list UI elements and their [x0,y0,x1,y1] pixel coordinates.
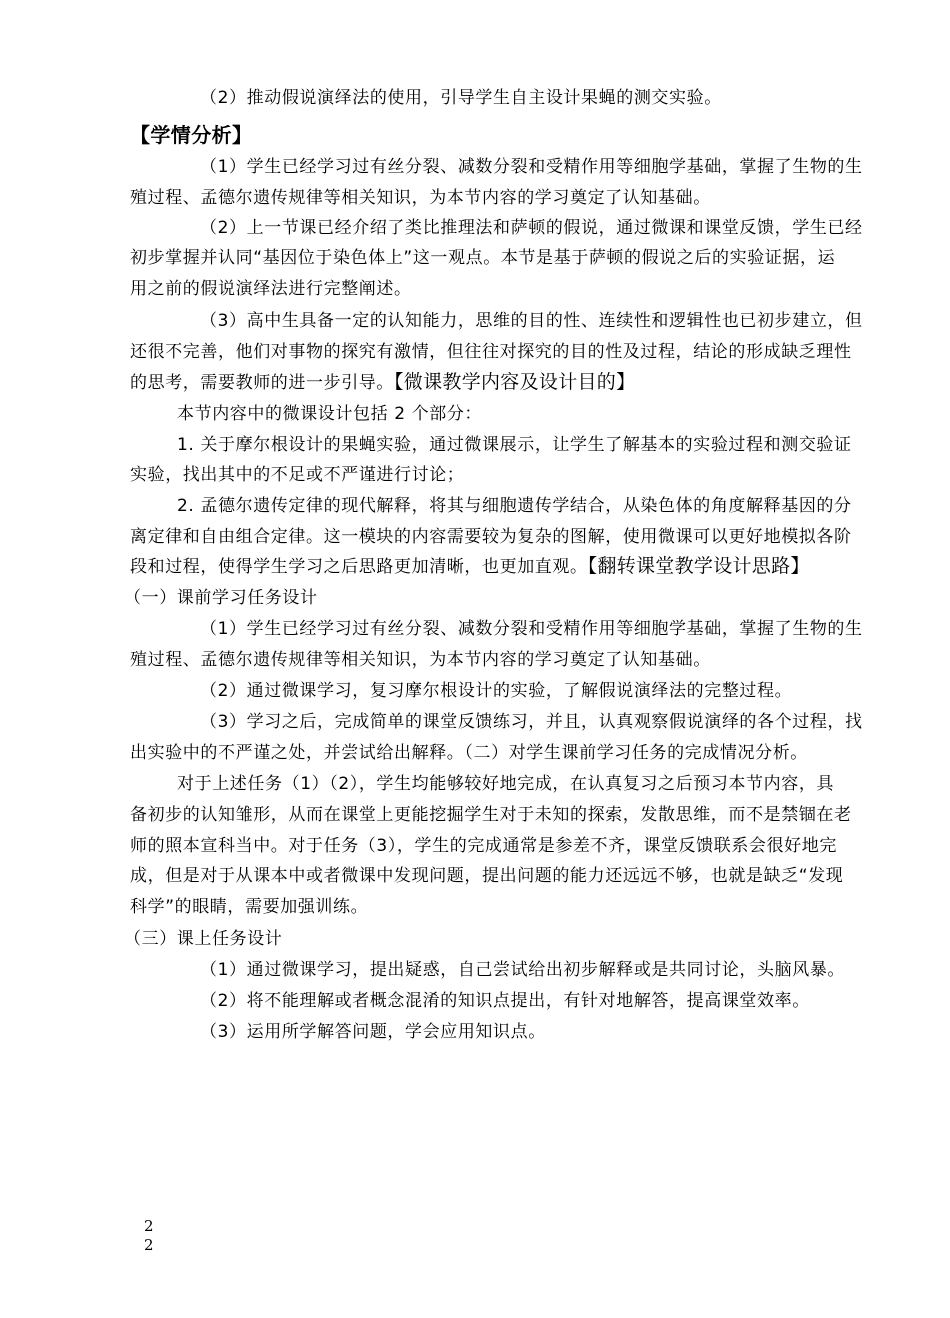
paragraph-line: 出实验中的不严谨之处，并尝试给出解释。（二）对学生课前学习任务的完成情况分析。 [130,743,808,763]
paragraph-text: 的思考，需要教师的进一步引导。 [130,373,394,393]
paragraph-line: （1）学生已经学习过有丝分裂、减数分裂和受精作用等细胞学基础，掌握了生物的生 [200,619,863,639]
paragraph-line: 殖过程、孟德尔遗传规律等相关知识，为本节内容的学习奠定了认知基础。 [130,188,711,208]
paragraph-line: （2）将不能理解或者概念混淆的知识点提出，有针对地解答，提高课堂效率。 [200,991,810,1011]
paragraph-text: 段和过程，使得学生学习之后思路更加清晰，也更加直观。 [130,557,588,577]
paragraph-line: 本节内容中的微课设计包括 2 个部分： [177,404,483,424]
page-number: 2 [144,1236,154,1254]
paragraph-line: 科学”的眼睛，需要加强训练。 [130,897,369,917]
paragraph-line: 还很不完善，他们对事物的探究有激情，但往往对探究的目的性及过程，结论的形成缺乏理性 [130,342,852,362]
paragraph-line: （2）推动假说演绎法的使用，引导学生自主设计果蝇的测交实验。 [200,88,722,108]
paragraph-line: （3）学习之后，完成简单的课堂反馈练习，并且，认真观察假说演绎的各个过程，找 [200,712,863,732]
paragraph-line: 实验，找出其中的不足或不严谨进行讨论； [130,465,465,485]
paragraph-line: 用之前的假说演绎法进行完整阐述。 [130,279,412,299]
subsection-title: （一）课前学习任务设计 [124,588,318,608]
page-number: 2 [144,1217,154,1235]
paragraph-line: 离定律和自由组合定律。这一模块的内容需要较为复杂的图解，使用微课可以更好地模拟各阶 [130,527,852,547]
paragraph-line: 备初步的认知雏形，从而在课堂上更能挖掘学生对于未知的探索，发散思维，而不是禁锢在老 [130,805,852,825]
paragraph-line: 初步掌握并认同“基因位于染色体上”这一观点。本节是基于萨顿的假说之后的实验证据，运 [130,248,836,268]
paragraph-line: （1）学生已经学习过有丝分裂、减数分裂和受精作用等细胞学基础，掌握了生物的生 [200,157,863,177]
paragraph-line: （1）通过微课学习，提出疑惑，自己尝试给出初步解释或是共同讨论，头脑风暴。 [200,960,846,980]
paragraph-line [130,370,635,395]
paragraph-line: 对于上述任务（1）（2），学生均能够较好地完成，在认真复习之后预习本节内容，具 [177,774,835,794]
subsection-title: （三）课上任务设计 [124,929,283,949]
paragraph-line [130,554,810,579]
paragraph-line: 师的照本宣科当中。对于任务（3），学生的完成通常是参差不齐，课堂反馈联系会很好地完 [130,836,837,856]
paragraph-line: 殖过程、孟德尔遗传规律等相关知识，为本节内容的学习奠定了认知基础。 [130,650,711,670]
paragraph-line: （3）运用所学解答问题，学会应用知识点。 [200,1022,546,1042]
paragraph-line: 成，但是对于从课本中或者微课中发现问题，提出问题的能力还远远不够，也就是缺乏“发现 [130,866,844,886]
paragraph-line: 2. 孟德尔遗传定律的现代解释，将其与细胞遗传学结合，从染色体的角度解释基因的分 [177,496,852,516]
section-heading-xueqing: 【学情分析】 [130,123,253,147]
section-heading-weike: 【微课教学内容及设计目的】 [394,371,636,393]
paragraph-line: （3）高中生具备一定的认知能力，思维的目的性、连续性和逻辑性也已初步建立，但 [200,311,863,331]
paragraph-line: （2）上一节课已经介绍了类比推理法和萨顿的假说，通过微课和课堂反馈，学生已经 [200,218,863,238]
paragraph-line: （2）通过微课学习，复习摩尔根设计的实验，了解假说演绎法的完整过程。 [200,681,793,701]
paragraph-line: 1. 关于摩尔根设计的果蝇实验，通过微课展示，让学生了解基本的实验过程和测交验证 [177,435,852,455]
section-heading-fanzhuan: 【翻转课堂教学设计思路】 [587,555,810,577]
